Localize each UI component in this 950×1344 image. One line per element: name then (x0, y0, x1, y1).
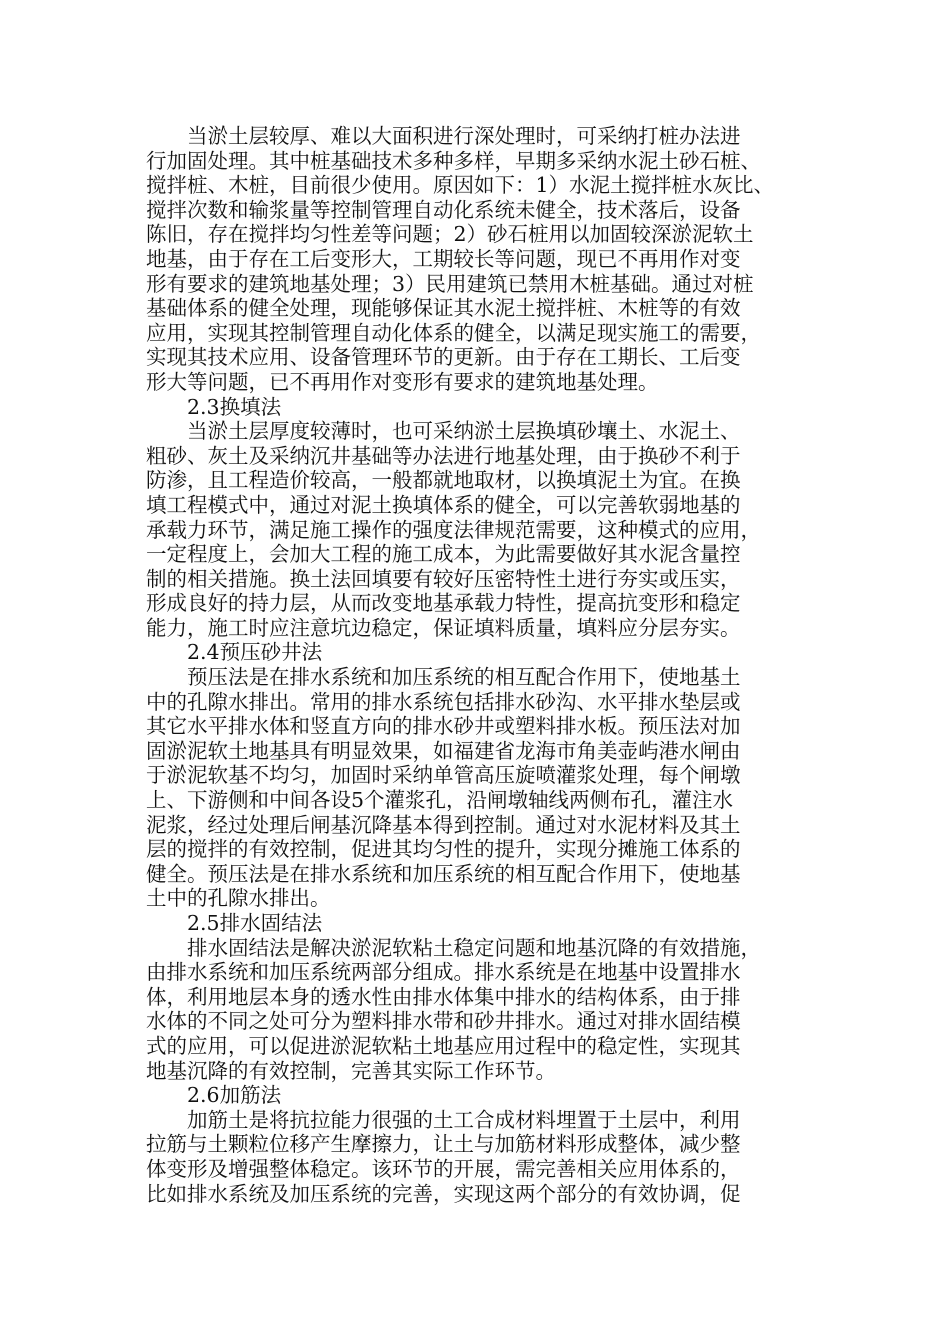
text-line: 2.4预压砂井法 (187, 640, 323, 665)
text-line: 其它水平排水体和竖直方向的排水砂井或塑料排水板。预压法对加 (146, 714, 741, 739)
text-line: 预压法是在排水系统和加压系统的相互配合作用下，使地基土 (187, 665, 741, 690)
text-line: 固淤泥软土地基具有明显效果，如福建省龙海市角美壶屿港水闸由 (146, 738, 741, 763)
text-line: 一定程度上，会加大工程的施工成本，为此需要做好其水泥含量控 (146, 542, 741, 567)
text-line: 2.6加筋法 (187, 1083, 282, 1108)
text-line: 加筋土是将抗拉能力很强的土工合成材料埋置于土层中，利用 (187, 1107, 741, 1132)
text-line: 拉筋与土颗粒位移产生摩擦力，让土与加筋材料形成整体，减少整 (146, 1132, 741, 1157)
document-body (146, 124, 810, 1206)
text-line: 由排水系统和加压系统两部分组成。排水系统是在地基中设置排水 (146, 960, 741, 985)
text-line: 体变形及增强整体稳定。该环节的开展，需完善相关应用体系的， (146, 1156, 741, 1181)
text-line: 层的搅拌的有效控制，促进其均匀性的提升，实现分摊施工体系的 (146, 837, 741, 862)
text-line: 上、下游侧和中间各设5个灌浆孔，沿闸墩轴线两侧布孔，灌注水 (146, 788, 734, 813)
text-line: 当淤土层厚度较薄时，也可采纳淤土层换填砂壤土、水泥土、 (187, 419, 741, 444)
text-line: 基础体系的健全处理，现能够保证其水泥土搅拌桩、木桩等的有效 (146, 296, 741, 321)
text-line: 泥浆，经过处理后闸基沉降基本得到控制。通过对水泥材料及其土 (146, 812, 741, 837)
text-line: 应用，实现其控制管理自动化体系的健全，以满足现实施工的需要， (146, 320, 761, 345)
text-line: 搅拌次数和输浆量等控制管理自动化系统未健全，技术落后，设备 (146, 197, 741, 222)
text-line: 中的孔隙水排出。常用的排水系统包括排水砂沟、水平排水垫层或 (146, 689, 741, 714)
text-line: 于淤泥软基不均匀，加固时采纳单管高压旋喷灌浆处理，每个闸墩 (146, 763, 741, 788)
text-line: 行加固处理。其中桩基础技术多种多样，早期多采纳水泥土砂石桩、 (146, 148, 761, 173)
text-line: 比如排水系统及加压系统的完善，实现这两个部分的有效协调，促 (146, 1181, 741, 1206)
text-line: 2.3换填法 (187, 394, 282, 419)
text-line: 陈旧，存在搅拌均匀性差等问题；2）砂石桩用以加固较深淤泥软土 (146, 222, 754, 247)
text-line: 能力，施工时应注意坑边稳定，保证填料质量，填料应分层夯实。 (146, 615, 741, 640)
text-line: 式的应用，可以促进淤泥软粘土地基应用过程中的稳定性，实现其 (146, 1033, 741, 1058)
text-line: 制的相关措施。换土法回填要有较好压密特性土进行夯实或压实， (146, 566, 741, 591)
text-line: 土中的孔隙水排出。 (146, 886, 331, 911)
text-line: 实现其技术应用、设备管理环节的更新。由于存在工期长、工后变 (146, 345, 741, 370)
text-line: 当淤土层较厚、难以大面积进行深处理时，可采纳打桩办法进 (187, 124, 741, 148)
text-line: 填工程模式中，通过对泥土换填体系的健全，可以完善软弱地基的 (146, 492, 741, 517)
text-line: 地基，由于存在工后变形大，工期较长等问题，现已不再用作对变 (146, 246, 741, 271)
text-line: 地基沉降的有效控制，完善其实际工作环节。 (146, 1058, 556, 1083)
text-line: 形有要求的建筑地基处理；3）民用建筑已禁用木桩基础。通过对桩 (146, 271, 754, 296)
text-line: 体，利用地层本身的透水性由排水体集中排水的结构体系，由于排 (146, 984, 741, 1009)
text-line: 搅拌桩、木桩，目前很少使用。原因如下：1）水泥土搅拌桩水灰比、 (146, 173, 775, 198)
text-line: 形成良好的持力层，从而改变地基承载力特性，提高抗变形和稳定 (146, 591, 741, 616)
text-line: 承载力环节，满足施工操作的强度法律规范需要，这种模式的应用， (146, 517, 761, 542)
text-line: 粗砂、灰土及采纳沉井基础等办法进行地基处理，由于换砂不利于 (146, 443, 741, 468)
text-line: 排水固结法是解决淤泥软粘土稳定问题和地基沉降的有效措施， (187, 935, 761, 960)
text-line: 防渗，且工程造价较高，一般都就地取材，以换填泥土为宜。在换 (146, 468, 741, 493)
text-line: 健全。预压法是在排水系统和加压系统的相互配合作用下，使地基 (146, 861, 741, 886)
text-line: 形大等问题，已不再用作对变形有要求的建筑地基处理。 (146, 369, 659, 394)
text-line: 水体的不同之处可分为塑料排水带和砂井排水。通过对排水固结模 (146, 1009, 741, 1034)
text-line: 2.5排水固结法 (187, 911, 323, 935)
